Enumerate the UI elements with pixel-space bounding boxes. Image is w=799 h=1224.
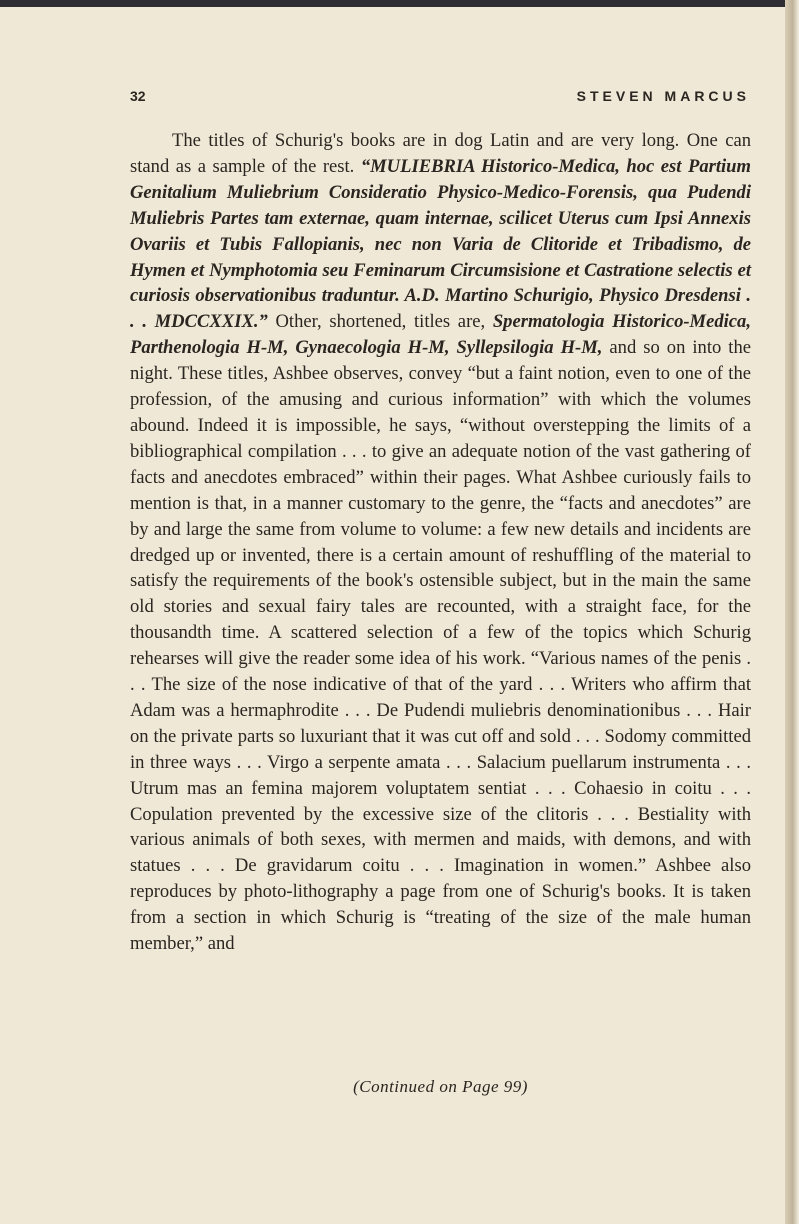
body-text-main: and so on into the night. These titles, Ashbee observes, convey “but a faint notion, even to one of the profession, of the amusing and curious information” with which the volumes abound. Indeed it is impossible, he says, “without overstepping the limits of a bibliographical compilation . . . to give an adequate notion of the vast gathering of facts and anecdotes embraced” within their pages. What Ashbee curiously fails to mention is that, in a manner customary to the genre, the “facts and anecdotes” are by and large the same from volume to volume: a few new details and incidents are dredged up or invented, there is a certain amount of reshuffling of the material to satisfy the requirements of the book's ostensible subject, but in the main the same old stories and sexual fairy tales are recounted, with a straight face, for the thousandth time. A scattered selection of a few of the topics which Schurig rehearses will give the reader some idea of his work. “Various names of the penis . . . The size of the nose indicative of that of the yard . . . Writers who affirm that Adam was a hermaphrodite . . . De Pudendi muliebris denominationibus . . . Hair on the private parts so luxuriant that it was cut off and sold . . . Sodomy committed in three ways . . . Virgo a serpente amata . . . Salacium puellarum instrumenta . . . Utrum mas an femina majorem voluptatem sentiat . . . Cohaesio in coitu . . . Copulation prevented by the excessive size of the clitoris . . . Bestiality with various animals of both sexes, with mermen and maids, with demons, and with statues . . . De gravidarum coitu . . . Imagination in women.” Ashbee also reproduces by photo-lithography a page from one of Schurig's books. It is taken from a section in which Schurig is “treating of the size of the male human member,” and [130,337,751,955]
page-right-edge [785,0,799,1224]
running-head: STEVEN MARCUS [576,88,750,104]
italic-short-titles: Spermatologia Historico-Medica, Parthenologia H-M, Gynaecologia H-M, Syllepsilogia H-M, [130,311,752,359]
body-paragraph [130,128,751,957]
body-text-other-titles: Other, shortened, titles are, [267,311,493,333]
body-text-intro: The titles of Schurig's books are in dog Latin and are very long. One can stand as a sample of the rest. [130,130,751,177]
page-number: 32 [130,88,146,104]
top-edge-rule [0,0,786,7]
continued-notice: (Continued on Page 99) [353,1077,528,1096]
page-header [130,88,750,110]
italic-book-title: “MULIEBRIA Historico-Medica, hoc est Partium Genitalium Muliebrium Consideratio Physico-Medico-Forensis, qua Pudendi Muliebris Partes tam externae, quam internae, scilicet Uterus cum Ipsi Annexis Ovariis et Tubis Fallopianis, nec non Varia de Clitoride et Tribadismo, de Hymen et Nymphotomia seu Feminarum Circumsisione et Castratione selectis et curiosis observationibus traduntur. A.D. Martino Schurigio, Physico Dresdensi . . . MDCCXXIX.” [130,155,751,333]
